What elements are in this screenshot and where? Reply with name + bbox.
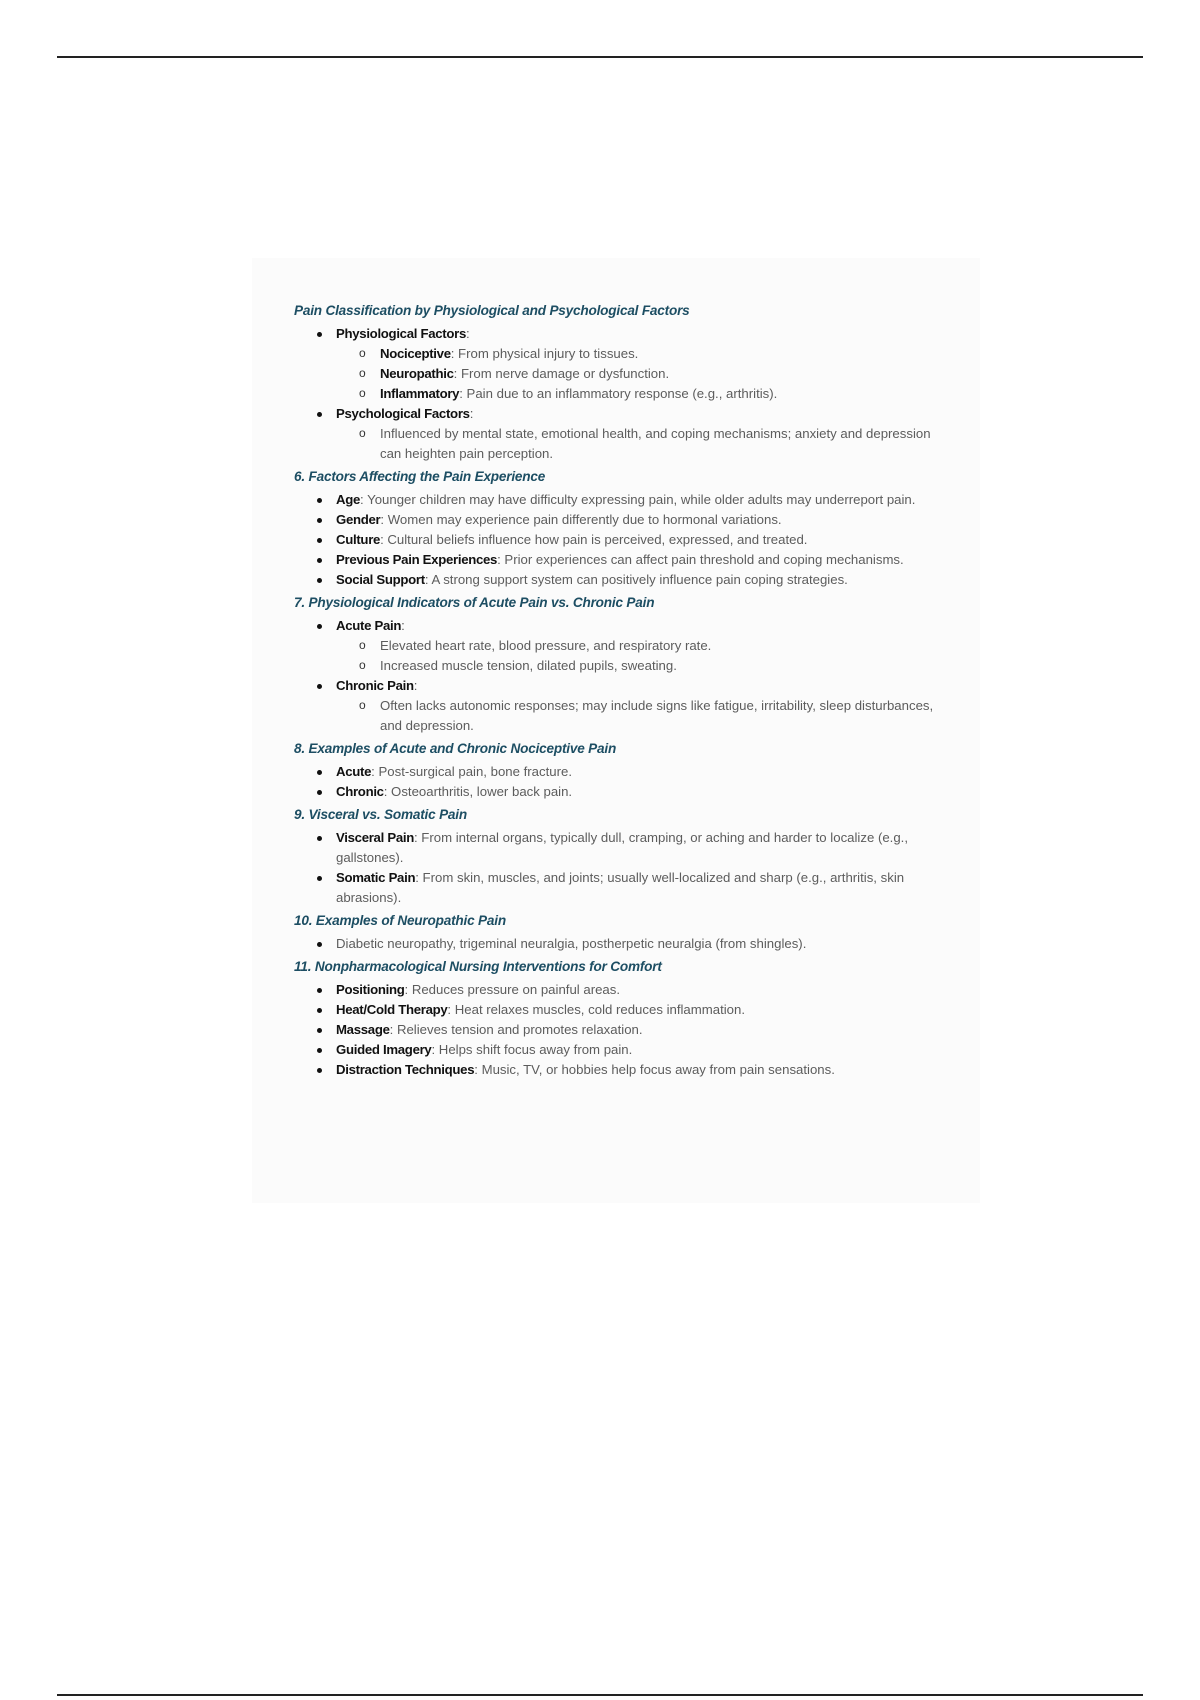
bullet-list: [294, 762, 954, 802]
item-text: :: [466, 326, 470, 341]
bullet-list: [294, 828, 954, 908]
item-text: : Reduces pressure on painful areas.: [404, 982, 621, 997]
sub-list-item: [336, 656, 954, 676]
section-heading: 10. Examples of Neuropathic Pain: [294, 913, 506, 928]
bullet-list: [294, 616, 954, 736]
sub-bullet-list: [336, 424, 954, 464]
sub-bullet-list: [336, 344, 954, 404]
list-item: [294, 510, 954, 530]
item-term: Positioning: [336, 982, 405, 997]
section: [294, 592, 954, 736]
document-content: [294, 300, 954, 1082]
item-text: : Heat relaxes muscles, cold reduces inflammation.: [447, 1002, 745, 1017]
item-text: : Women may experience pain differently due to hormonal variations.: [380, 512, 782, 527]
list-item: [294, 550, 954, 570]
sub-item-term: Nociceptive: [380, 346, 451, 361]
section-heading: Pain Classification by Physiological and Psychological Factors: [294, 303, 690, 318]
sub-list-item: [336, 364, 954, 384]
list-item: [294, 1040, 954, 1060]
item-text: : Cultural beliefs influence how pain is perceived, expressed, and treated.: [380, 532, 808, 547]
item-term: Gender: [336, 512, 381, 527]
list-item: [294, 934, 954, 954]
sub-item-text: : From nerve damage or dysfunction.: [453, 366, 670, 381]
section: [294, 300, 954, 464]
section-heading: 11. Nonpharmacological Nursing Interventions for Comfort: [294, 959, 662, 974]
item-term: Previous Pain Experiences: [336, 552, 498, 567]
item-text: :: [469, 406, 474, 421]
bullet-list: [294, 324, 954, 464]
item-term: Psychological Factors: [336, 406, 470, 421]
list-item: [294, 1000, 954, 1020]
item-term: Chronic: [336, 784, 384, 799]
sub-item-term: Neuropathic: [380, 366, 454, 381]
item-term: Acute Pain: [336, 618, 402, 633]
section: [294, 738, 954, 802]
sub-item-text: Elevated heart rate, blood pressure, and respiratory rate.: [380, 638, 712, 653]
sub-list-item: [336, 696, 954, 736]
list-item: [294, 616, 954, 676]
sub-list-item: [336, 636, 954, 656]
bottom-rule: [57, 1694, 1143, 1696]
sub-item-text: Often lacks autonomic responses; may include signs like fatigue, irritability, sleep disturbances, and depression.: [380, 698, 934, 733]
section: [294, 466, 954, 590]
list-item: [294, 676, 954, 736]
sub-item-text: Increased muscle tension, dilated pupils, sweating.: [380, 658, 677, 673]
section: [294, 804, 954, 908]
sub-bullet-list: [336, 696, 954, 736]
item-term: Somatic Pain: [336, 870, 416, 885]
item-term: Culture: [336, 532, 381, 547]
item-text: : Relieves tension and promotes relaxation.: [389, 1022, 643, 1037]
sub-item-term: Inflammatory: [380, 386, 460, 401]
item-term: Guided Imagery: [336, 1042, 432, 1057]
item-text: :: [401, 618, 405, 633]
bullet-list: [294, 490, 954, 590]
item-text: : Prior experiences can affect pain threshold and coping mechanisms.: [497, 552, 904, 567]
list-item: [294, 530, 954, 550]
list-item: [294, 570, 954, 590]
item-term: Age: [336, 492, 361, 507]
item-text: : From internal organs, typically dull, cramping, or aching and harder to localize (e.g., gallstones).: [336, 830, 909, 865]
item-text: : Music, TV, or hobbies help focus away from pain sensations.: [474, 1062, 835, 1077]
top-rule: [57, 56, 1143, 58]
section: [294, 956, 954, 1080]
item-text: : Post-surgical pain, bone fracture.: [371, 764, 572, 779]
item-term: Distraction Techniques: [336, 1062, 475, 1077]
item-term: Visceral Pain: [336, 830, 414, 845]
section-heading: 8. Examples of Acute and Chronic Nociceptive Pain: [294, 741, 617, 756]
section-heading: 6. Factors Affecting the Pain Experience: [294, 469, 546, 484]
item-text: : Younger children may have difficulty expressing pain, while older adults may underreport pain.: [360, 492, 916, 507]
item-text: Diabetic neuropathy, trigeminal neuralgia, postherpetic neuralgia (from shingles).: [336, 936, 807, 951]
sub-item-text: Influenced by mental state, emotional health, and coping mechanisms; anxiety and depression can heighten pain perception.: [380, 426, 931, 461]
section-heading: 9. Visceral vs. Somatic Pain: [294, 807, 467, 822]
sub-item-text: : Pain due to an inflammatory response (e.g., arthritis).: [459, 386, 778, 401]
item-text: : Helps shift focus away from pain.: [431, 1042, 633, 1057]
item-term: Massage: [336, 1022, 390, 1037]
list-item: [294, 828, 954, 868]
item-term: Chronic Pain: [336, 678, 414, 693]
list-item: [294, 324, 954, 404]
sub-item-text: : From physical injury to tissues.: [450, 346, 639, 361]
item-text: : From skin, muscles, and joints; usually well-localized and sharp (e.g., arthritis, skin abrasions).: [336, 870, 905, 905]
item-term: Physiological Factors: [336, 326, 467, 341]
list-item: [294, 868, 954, 908]
item-text: : A strong support system can positively influence pain coping strategies.: [424, 572, 848, 587]
section-heading: 7. Physiological Indicators of Acute Pain vs. Chronic Pain: [294, 595, 655, 610]
bullet-list: [294, 934, 954, 954]
list-item: [294, 490, 954, 510]
sub-list-item: [336, 384, 954, 404]
item-term: Social Support: [336, 572, 425, 587]
item-term: Acute: [336, 764, 372, 779]
list-item: [294, 1060, 954, 1080]
sub-bullet-list: [336, 636, 954, 676]
bullet-list: [294, 980, 954, 1080]
list-item: [294, 762, 954, 782]
section: [294, 910, 954, 954]
item-term: Heat/Cold Therapy: [336, 1002, 448, 1017]
list-item: [294, 404, 954, 464]
item-text: :: [413, 678, 418, 693]
list-item: [294, 980, 954, 1000]
item-text: : Osteoarthritis, lower back pain.: [383, 784, 573, 799]
list-item: [294, 1020, 954, 1040]
list-item: [294, 782, 954, 802]
sub-list-item: [336, 424, 954, 464]
sub-list-item: [336, 344, 954, 364]
